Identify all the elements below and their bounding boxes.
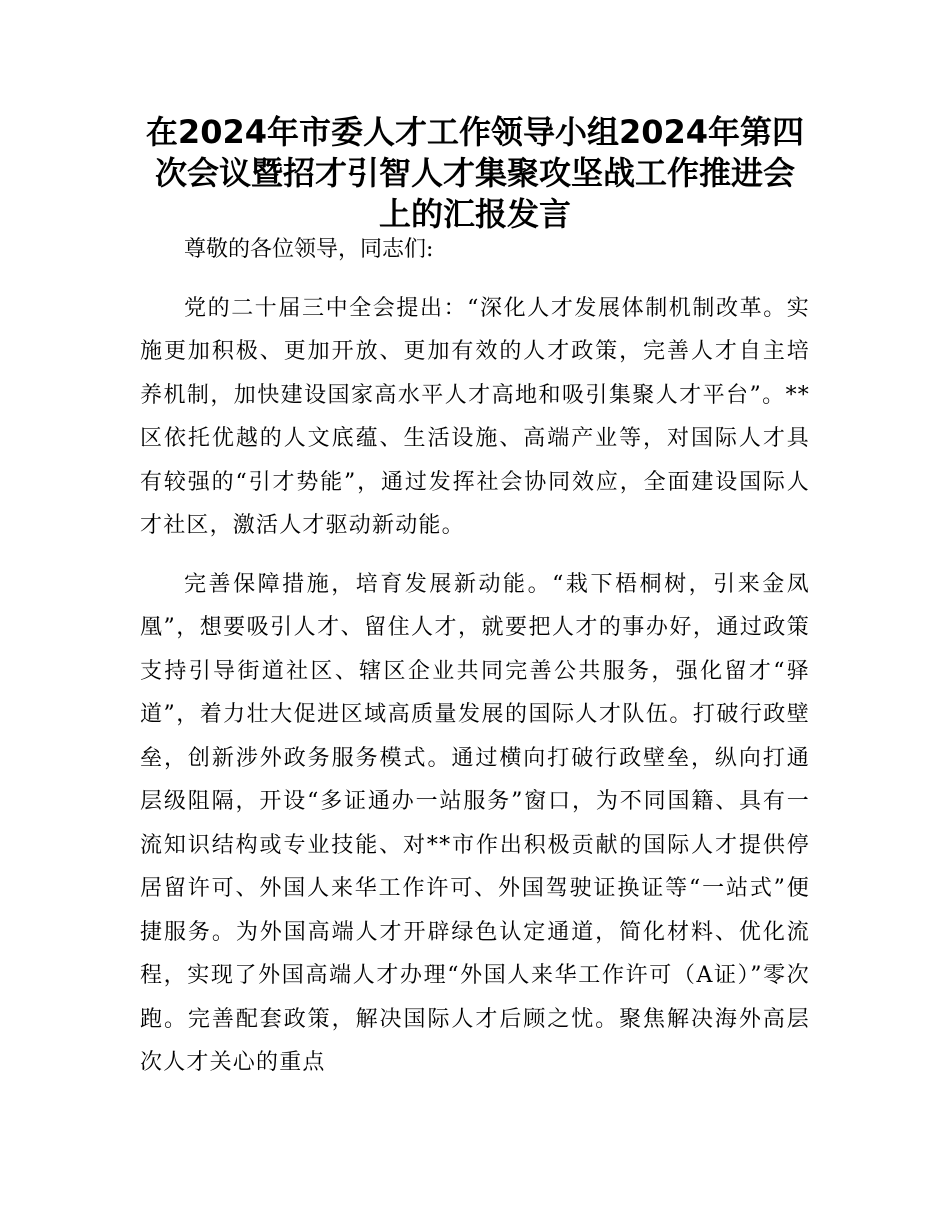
document-body	[140, 228, 810, 1100]
salutation: 尊敬的各位领导，同志们:	[184, 237, 434, 262]
document-title: 在2024年市委人才工作领导小组2024年第四次会议暨招才引智人才集聚攻坚战工作推进会上的汇报发言	[145, 113, 805, 233]
paragraph: 党的二十届三中全会提出：“深化人才发展体制机制改革。实施更加积极、更加开放、更加有效的人才政策，完善人才自主培养机制，加快建设国家高水平人才高地和吸引集聚人才平台”。**区依托优越的人文底蕴、生活设施、高端产业等，对国际人才具有较强的“引才势能”，通过发挥社会协同效应，全面建设国际人才社区，激活人才驱动新动能。	[140, 295, 810, 538]
paragraph: 完善保障措施，培育发展新动能。“栽下梧桐树，引来金凤凰”，想要吸引人才、留住人才，就要把人才的事办好，通过政策支持引导街道社区、辖区企业共同完善公共服务，强化留才“驿道”，着力壮大促进区域高质量发展的国际人才队伍。打破行政壁垒，创新涉外政务服务模式。通过横向打破行政壁垒，纵向打通层级阻隔，开设“多证通办一站服务”窗口，为不同国籍、具有一流知识结构或专业技能、对**市作出积极贡献的国际人才提供停居留许可、外国人来华工作许可、外国驾驶证换证等“一站式”便捷服务。为外国高端人才开辟绿色认定通道，简化材料、优化流程，实现了外国高端人才办理“外国人来华工作许可（A证）”零次跑。完善配套政策，解决国际人才后顾之忧。聚焦解决海外高层次人才关心的重点	[140, 571, 810, 1075]
